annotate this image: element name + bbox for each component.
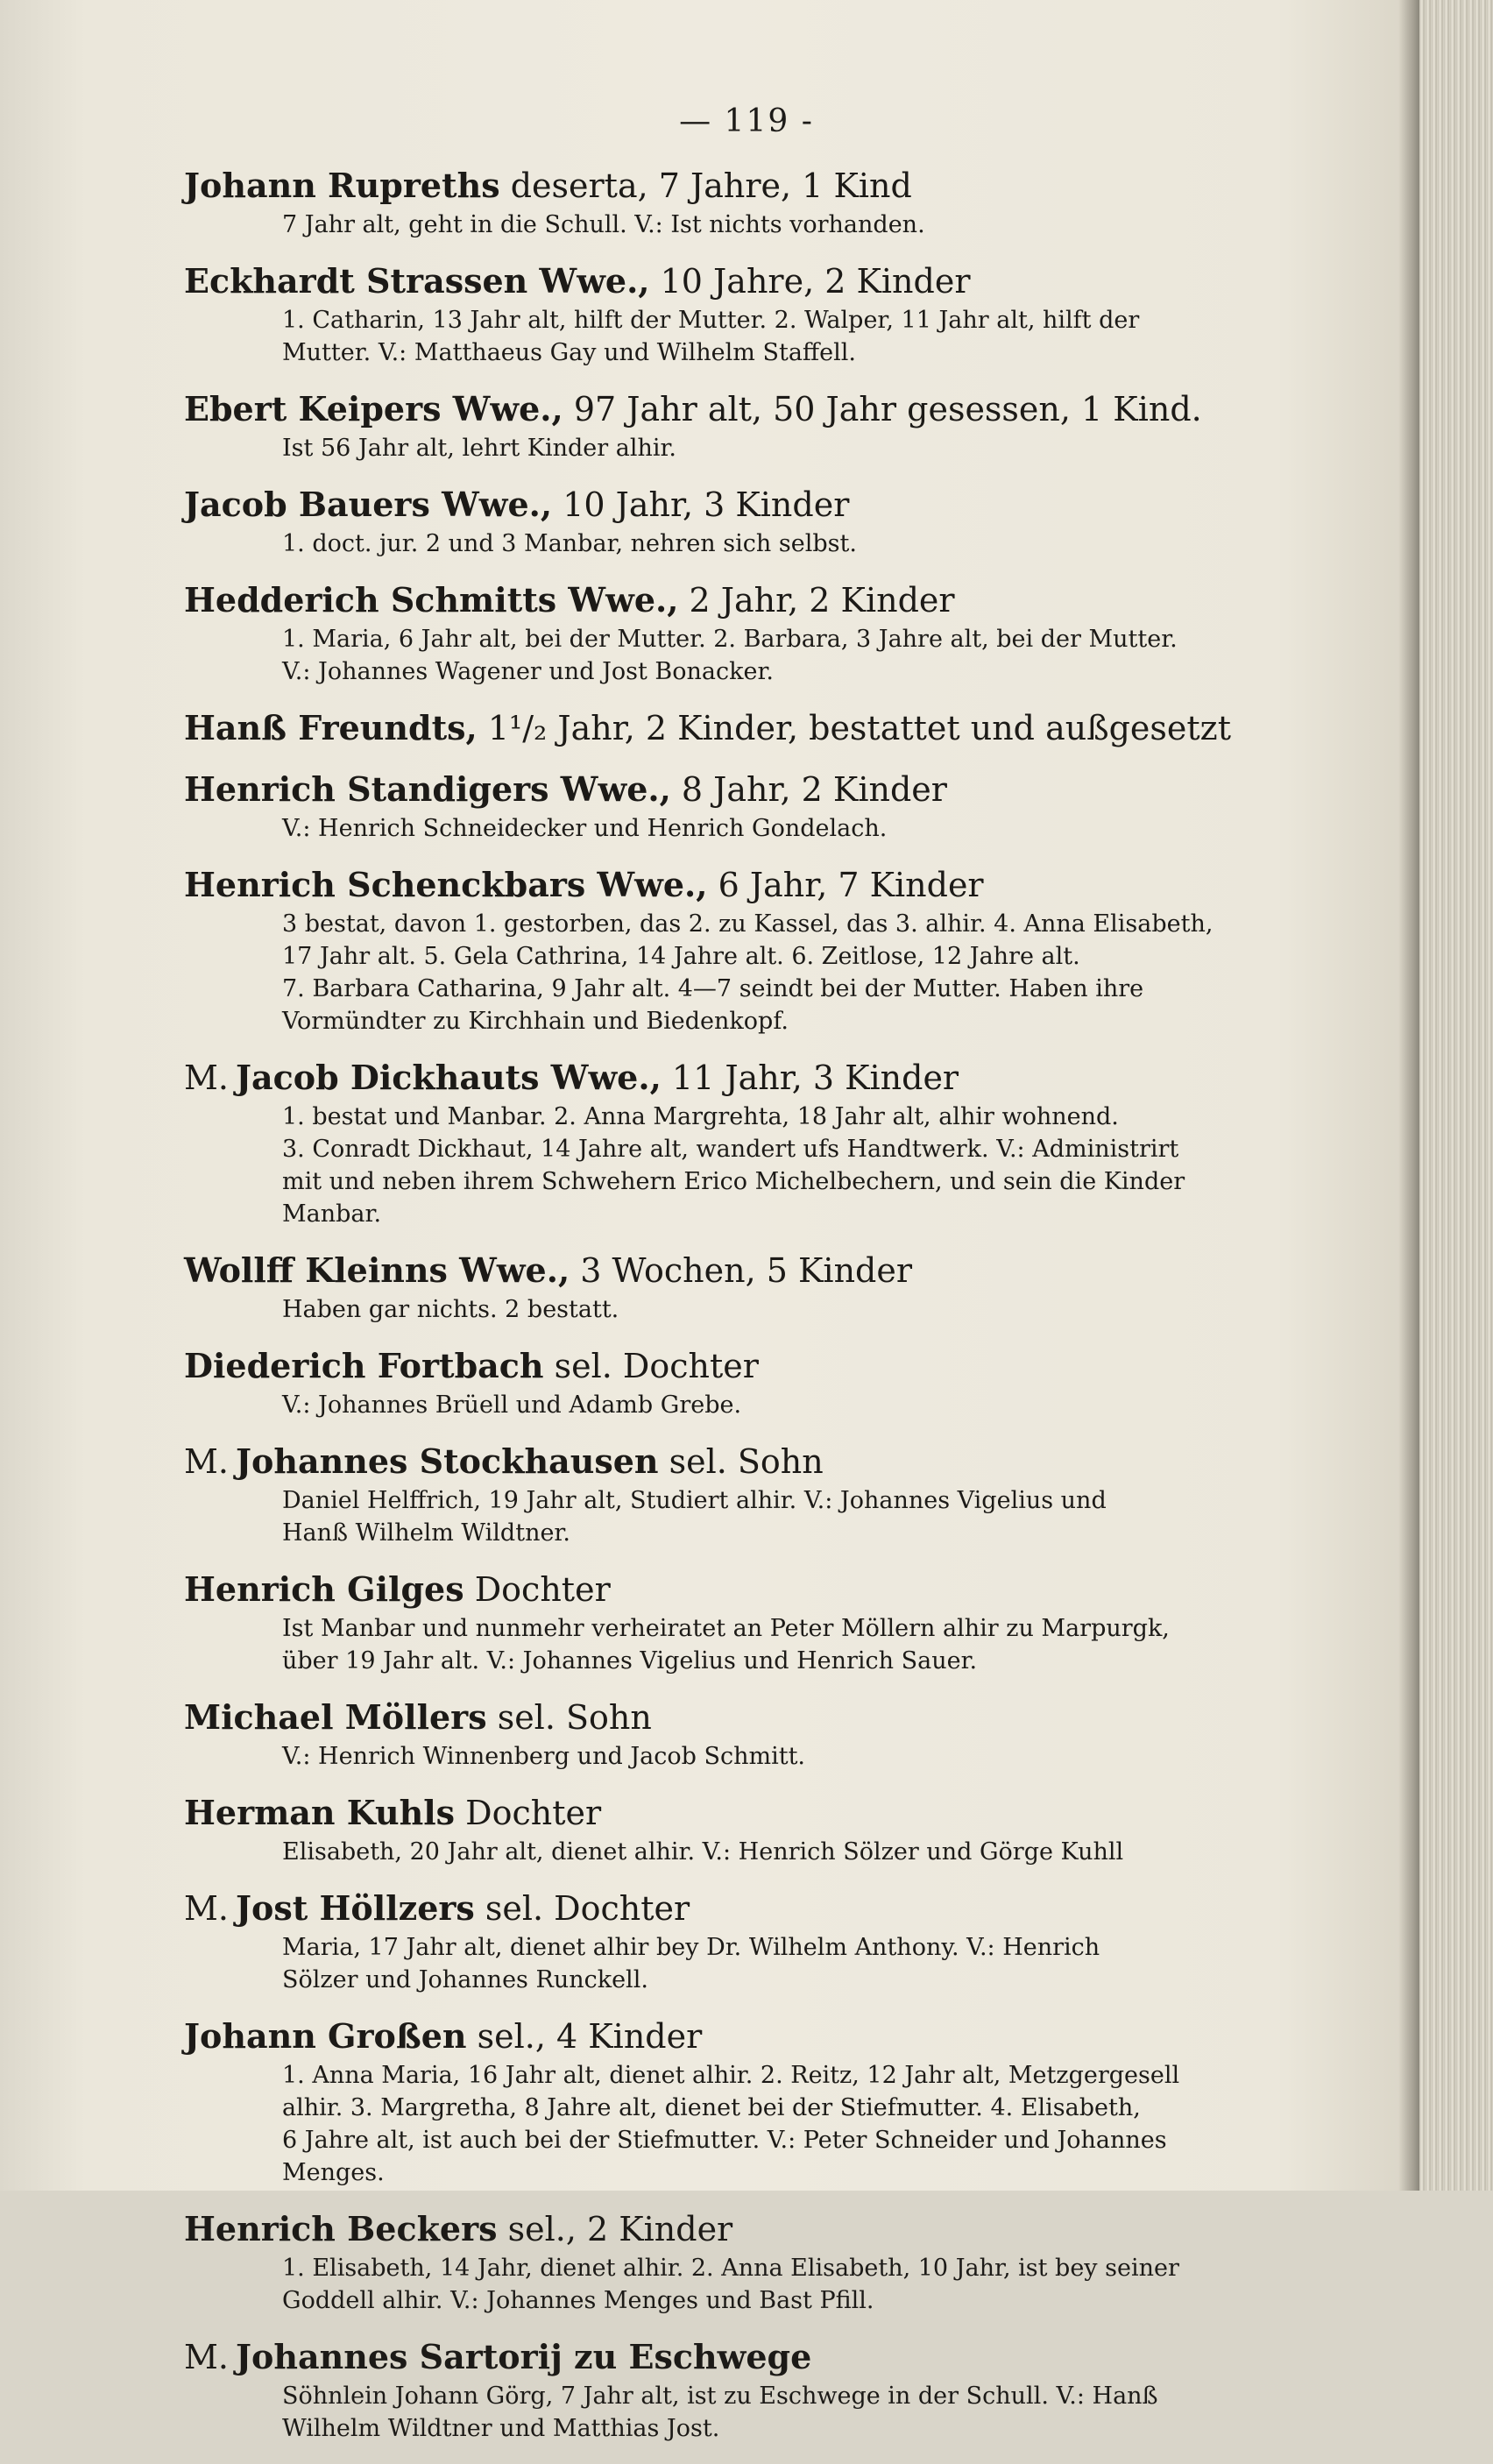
- entry-body-line: 1. Anna Maria, 16 Jahr alt, dienet alhir. 2. Reitz, 12 Jahr alt, Metzgergesell: [282, 2062, 1180, 2089]
- entry-body-line: alhir. 3. Margretha, 8 Jahre alt, dienet bei der Stiefmutter. 4. Elisabeth,: [282, 2094, 1141, 2121]
- guardianship-entry: [184, 579, 1305, 688]
- entry-body: [184, 812, 1305, 845]
- entry-body: [184, 908, 1305, 1037]
- page-edges: [1419, 0, 1493, 2191]
- entry-heading: [184, 2208, 1305, 2250]
- entry-prefix: M.: [184, 1889, 229, 1928]
- entry-body-line: Söhnlein Johann Görg, 7 Jahr alt, ist zu Eschwege in der Schull. V.: Hanß: [282, 2383, 1158, 2410]
- entry-body: [184, 1484, 1305, 1549]
- entry-heading: [184, 1441, 1305, 1483]
- guardianship-entry: [184, 2208, 1305, 2317]
- entry-name: Jacob Dickhauts Wwe.,: [236, 1058, 662, 1097]
- entry-body: [184, 1931, 1305, 1996]
- entry-body-line: 3 bestat, davon 1. gestorben, das 2. zu Kassel, das 3. alhir. 4. Anna Elisabeth,: [282, 910, 1214, 938]
- entry-name: Johann Großen: [184, 2016, 467, 2056]
- entry-detail: 8 Jahr, 2 Kinder: [670, 770, 947, 809]
- entry-body-line: Hanß Wilhelm Wildtner.: [282, 1519, 570, 1547]
- entry-detail: 11 Jahr, 3 Kinder: [661, 1059, 959, 1097]
- entry-detail: sel. Sohn: [486, 1698, 652, 1737]
- entry-list: [184, 165, 1305, 2464]
- entry-body: [184, 2380, 1305, 2445]
- entry-heading: [184, 1887, 1305, 1929]
- entry-name: Johann Rupreths: [184, 166, 500, 205]
- entry-detail: sel. Sohn: [658, 1442, 824, 1481]
- entry-body-line: Wilhelm Wildtner und Matthias Jost.: [282, 2415, 720, 2442]
- entry-body: [184, 1836, 1305, 1868]
- guardianship-entry: [184, 707, 1305, 749]
- entry-name: Hanß Freundts,: [184, 708, 478, 747]
- entry-body: [184, 527, 1305, 560]
- guardianship-entry: [184, 864, 1305, 1037]
- entry-name: Henrich Beckers: [184, 2209, 498, 2248]
- entry-detail: 97 Jahr alt, 50 Jahr gesessen, 1 Kind.: [563, 390, 1202, 428]
- entry-body-line: 7. Barbara Catharina, 9 Jahr alt. 4—7 seindt bei der Mutter. Haben ihre: [282, 975, 1144, 1002]
- entry-body: [184, 1389, 1305, 1421]
- guardianship-entry: [184, 484, 1305, 560]
- entry-detail: deserta, 7 Jahre, 1 Kind: [499, 166, 912, 205]
- entry-heading: [184, 2336, 1305, 2378]
- entry-detail: sel. Dochter: [474, 1889, 690, 1928]
- entry-body-line: Sölzer und Johannes Runckell.: [282, 1966, 648, 1993]
- entry-body: [184, 2059, 1305, 2189]
- entry-body-line: Manbar.: [282, 1200, 382, 1228]
- entry-name: Henrich Standigers Wwe.,: [184, 769, 671, 809]
- entry-body: [184, 432, 1305, 464]
- entry-heading: [184, 707, 1305, 749]
- entry-body: [184, 2252, 1305, 2317]
- entry-detail: 6 Jahr, 7 Kinder: [707, 866, 984, 904]
- entry-name: Herman Kuhls: [184, 1793, 456, 1832]
- entry-heading: [184, 1345, 1305, 1387]
- entry-body: [184, 1293, 1305, 1326]
- entry-detail: Dochter: [455, 1794, 602, 1832]
- entry-detail: sel., 2 Kinder: [497, 2210, 733, 2248]
- entry-body-line: über 19 Jahr alt. V.: Johannes Vigelius und Henrich Sauer.: [282, 1647, 978, 1675]
- entry-body-line: V.: Johannes Brüell und Adamb Grebe.: [282, 1391, 742, 1419]
- entry-body: [184, 623, 1305, 688]
- entry-heading: [184, 1792, 1305, 1834]
- guardianship-entry: [184, 1568, 1305, 1677]
- entry-name: Hedderich Schmitts Wwe.,: [184, 580, 679, 620]
- entry-body-line: Maria, 17 Jahr alt, dienet alhir bey Dr. Wilhelm Anthony. V.: Henrich: [282, 1934, 1100, 1961]
- entry-detail: 1¹/₂ Jahr, 2 Kinder, bestattet und außgesetzt: [477, 709, 1231, 747]
- entry-name: Wollff Kleinns Wwe.,: [184, 1250, 570, 1290]
- entry-body-line: Mutter. V.: Matthaeus Gay und Wilhelm Staffell.: [282, 339, 856, 366]
- entry-body-line: 1. doct. jur. 2 und 3 Manbar, nehren sich selbst.: [282, 530, 857, 557]
- entry-heading: [184, 864, 1305, 906]
- entry-body-line: V.: Henrich Schneidecker und Henrich Gondelach.: [282, 815, 888, 842]
- entry-body-line: Ist 56 Jahr alt, lehrt Kinder alhir.: [282, 435, 677, 462]
- entry-body-line: mit und neben ihrem Schwehern Erico Michelbechern, und sein die Kinder: [282, 1168, 1185, 1195]
- entry-name: Eckhardt Strassen Wwe.,: [184, 261, 650, 301]
- entry-name: Jost Höllzers: [236, 1888, 475, 1928]
- entry-heading: [184, 165, 1305, 207]
- guardianship-entry: [184, 260, 1305, 369]
- entry-detail: 2 Jahr, 2 Kinder: [678, 581, 955, 620]
- entry-body-line: V.: Johannes Wagener und Jost Bonacker.: [282, 658, 775, 685]
- entry-heading: [184, 1250, 1305, 1292]
- page-number: — 119 -: [679, 103, 814, 139]
- entry-body: [184, 1740, 1305, 1773]
- entry-body: [184, 1612, 1305, 1677]
- entry-body: [184, 1101, 1305, 1230]
- entry-heading: [184, 2015, 1305, 2057]
- guardianship-entry: [184, 1441, 1305, 1549]
- guardianship-entry: [184, 1696, 1305, 1773]
- guardianship-entry: [184, 1792, 1305, 1868]
- entry-name: Michael Möllers: [184, 1697, 487, 1737]
- entry-body-line: 1. bestat und Manbar. 2. Anna Margrehta, 18 Jahr alt, alhir wohnend.: [282, 1103, 1119, 1130]
- entry-name: Henrich Gilges: [184, 1569, 464, 1609]
- entry-body-line: 1. Maria, 6 Jahr alt, bei der Mutter. 2. Barbara, 3 Jahre alt, bei der Mutter.: [282, 626, 1178, 653]
- entry-body-line: Elisabeth, 20 Jahr alt, dienet alhir. V.: Henrich Sölzer und Görge Kuhll: [282, 1838, 1124, 1866]
- entry-body-line: Goddell alhir. V.: Johannes Menges und Bast Pfill.: [282, 2287, 874, 2314]
- entry-body-line: 6 Jahre alt, ist auch bei der Stiefmutter. V.: Peter Schneider und Johannes: [282, 2127, 1167, 2154]
- entry-heading: [184, 579, 1305, 621]
- guardianship-entry: [184, 165, 1305, 241]
- entry-heading: [184, 1696, 1305, 1738]
- entry-body-line: 3. Conradt Dickhaut, 14 Jahre alt, wandert ufs Handtwerk. V.: Administrirt: [282, 1136, 1179, 1163]
- guardianship-entry: [184, 1345, 1305, 1421]
- entry-prefix: M.: [184, 2338, 229, 2376]
- entry-detail: sel. Dochter: [543, 1347, 759, 1385]
- entry-body-line: V.: Henrich Winnenberg und Jacob Schmitt.: [282, 1743, 806, 1770]
- entry-name: Henrich Schenckbars Wwe.,: [184, 865, 708, 904]
- entry-body: [184, 209, 1305, 241]
- entry-heading: [184, 260, 1305, 302]
- entry-detail: sel., 4 Kinder: [466, 2017, 703, 2056]
- entry-prefix: M.: [184, 1059, 229, 1097]
- entry-body-line: 1. Elisabeth, 14 Jahr, dienet alhir. 2. Anna Elisabeth, 10 Jahr, ist bey seiner: [282, 2255, 1179, 2282]
- entry-heading: [184, 484, 1305, 526]
- entry-name: Johannes Sartorij zu Eschwege: [236, 2337, 812, 2376]
- entry-heading: [184, 388, 1305, 430]
- entry-body-line: 1. Catharin, 13 Jahr alt, hilft der Mutter. 2. Walper, 11 Jahr alt, hilft der: [282, 307, 1140, 334]
- entry-name: Ebert Keipers Wwe.,: [184, 389, 563, 428]
- entry-heading: [184, 1568, 1305, 1611]
- entry-body-line: Menges.: [282, 2159, 385, 2186]
- entry-name: Jacob Bauers Wwe.,: [184, 485, 553, 524]
- entry-heading: [184, 768, 1305, 811]
- entry-detail: Dochter: [463, 1570, 611, 1609]
- entry-body-line: 7 Jahr alt, geht in die Schull. V.: Ist nichts vorhanden.: [282, 211, 925, 238]
- entry-body-line: Ist Manbar und nunmehr verheiratet an Peter Möllern alhir zu Marpurgk,: [282, 1615, 1170, 1642]
- entry-body-line: Haben gar nichts. 2 bestatt.: [282, 1296, 619, 1323]
- entry-body-line: Daniel Helffrich, 19 Jahr alt, Studiert alhir. V.: Johannes Vigelius und: [282, 1487, 1107, 1514]
- guardianship-entry: [184, 768, 1305, 845]
- guardianship-entry: [184, 1250, 1305, 1326]
- entry-heading: [184, 1057, 1305, 1099]
- guardianship-entry: [184, 388, 1305, 464]
- entry-name: Johannes Stockhausen: [236, 1441, 659, 1481]
- entry-detail: 3 Wochen, 5 Kinder: [570, 1251, 913, 1290]
- guardianship-entry: [184, 2015, 1305, 2189]
- guardianship-entry: [184, 1057, 1305, 1230]
- entry-detail: 10 Jahr, 3 Kinder: [552, 485, 850, 524]
- entry-body-line: 17 Jahr alt. 5. Gela Cathrina, 14 Jahre alt. 6. Zeitlose, 12 Jahre alt.: [282, 943, 1080, 970]
- entry-body: [184, 304, 1305, 369]
- guardianship-entry: [184, 1887, 1305, 1996]
- guardianship-entry: [184, 2336, 1305, 2445]
- entry-prefix: M.: [184, 1442, 229, 1481]
- entry-body-line: Vormündter zu Kirchhain und Biedenkopf.: [282, 1008, 789, 1035]
- entry-name: Diederich Fortbach: [184, 1346, 544, 1385]
- entry-detail: 10 Jahre, 2 Kinder: [649, 262, 971, 301]
